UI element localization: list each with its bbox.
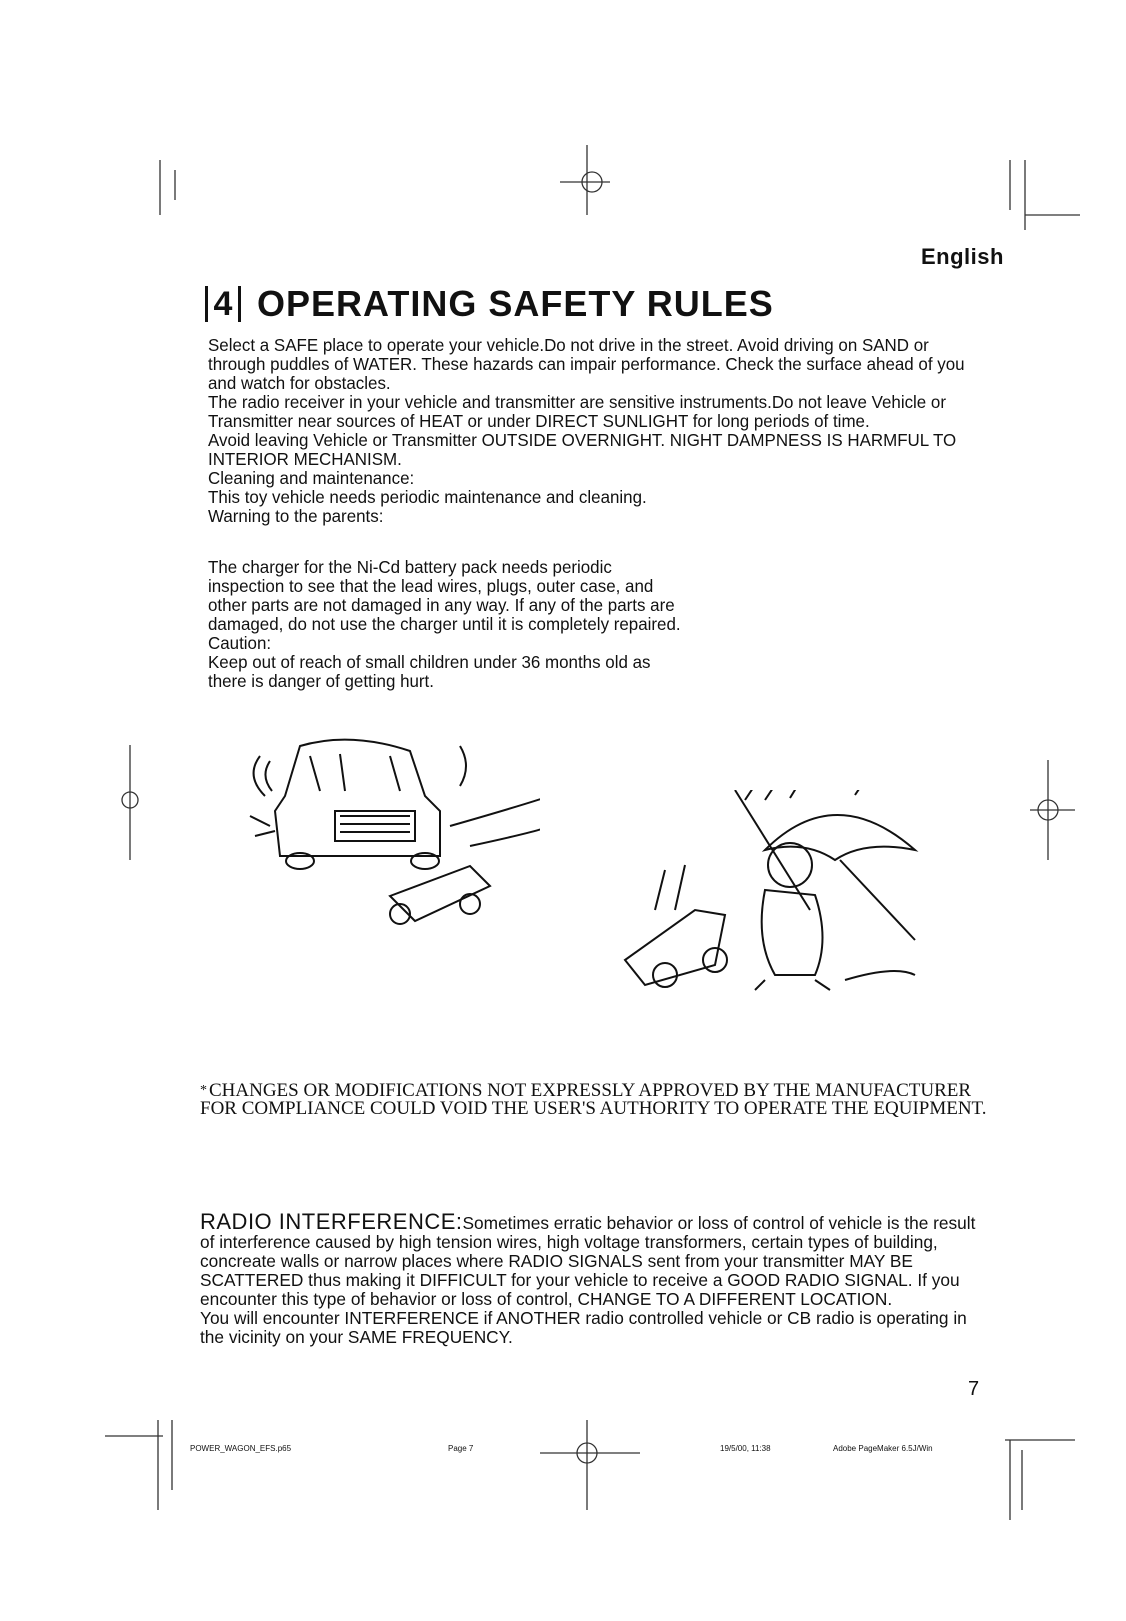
section-number: 4 [205,286,241,322]
safety-paragraph-3: Avoid leaving Vehicle or Transmitter OUTSIDE OVERNIGHT. NIGHT DAMPNESS IS HARMFUL TO INTERIOR MECHANISM. [208,430,957,469]
page-number: 7 [968,1378,980,1400]
fcc-notice [200,1082,990,1118]
radio-interference-heading: RADIO INTERFERENCE: [200,1209,463,1234]
caution-text: Keep out of reach of small children under 36 months old as there is danger of getting hurt. [208,652,651,691]
footer-datetime: 19/5/00, 11:38 [720,1444,771,1453]
notice-asterisk: * [200,1083,207,1098]
footer-filename: POWER_WAGON_EFS.p65 [190,1444,292,1453]
language-label: English [921,244,1004,269]
safety-paragraph-1: Select a SAFE place to operate your vehicle.Do not drive in the street. Avoid driving on SAND or through puddles of WATER. These hazards can impair performance. Check the surface ahead of you and watch for obstacles. [208,335,965,393]
footer-app: Adobe PageMaker 6.5J/Win [833,1444,933,1453]
cleaning-heading: Cleaning and maintenance: [208,468,415,488]
radio-interference-section [200,1209,990,1347]
caution-heading: Caution: [208,633,272,653]
warning-block [208,558,688,691]
notice-text: CHANGES OR MODIFICATIONS NOT EXPRESSLY APPROVED BY THE MANUFACTURER FOR COMPLIANCE COULD VOID THE USER'S AUTHORITY TO OPERATE THE EQUIPMENT. [200,1080,987,1119]
child-umbrella-illustration [615,790,945,1020]
section-title: OPERATING SAFETY RULES [257,283,774,324]
warning-heading: Warning to the parents: [208,506,384,526]
cleaning-text: This toy vehicle needs periodic maintenance and cleaning. [208,487,647,507]
safety-rules-text [208,336,972,526]
rc-car-illustration [240,736,540,936]
safety-paragraph-2: The radio receiver in your vehicle and transmitter are sensitive instruments.Do not leave Vehicle or Transmitter near sources of HEAT or under DIRECT SUNLIGHT for long periods of time. [208,392,947,431]
radio-paragraph-1: Sometimes erratic behavior or loss of control of vehicle is the result of interference caused by high tension wires, high voltage transformers, certain types of building, concreate walls or narrow places where RADIO SIGNALS sent from your transmitter MAY BE SCATTERED thus making it DIFFICULT for your vehicle to receive a GOOD RADIO SIGNAL. If you encounter this type of behavior or loss of control, CHANGE TO A DIFFERENT LOCATION. [200,1213,976,1309]
radio-paragraph-2: You will encounter INTERFERENCE if ANOTHER radio controlled vehicle or CB radio is operating in the vicinity on your SAME FREQUENCY. [200,1308,967,1347]
warning-text: The charger for the Ni-Cd battery pack needs periodic inspection to see that the lead wires, plugs, outer case, and other parts are not damaged in any way. If any of the parts are damaged, do not use the charger until it is completely repaired. [208,557,681,634]
footer-page: Page 7 [448,1444,474,1453]
section-heading [205,283,774,325]
